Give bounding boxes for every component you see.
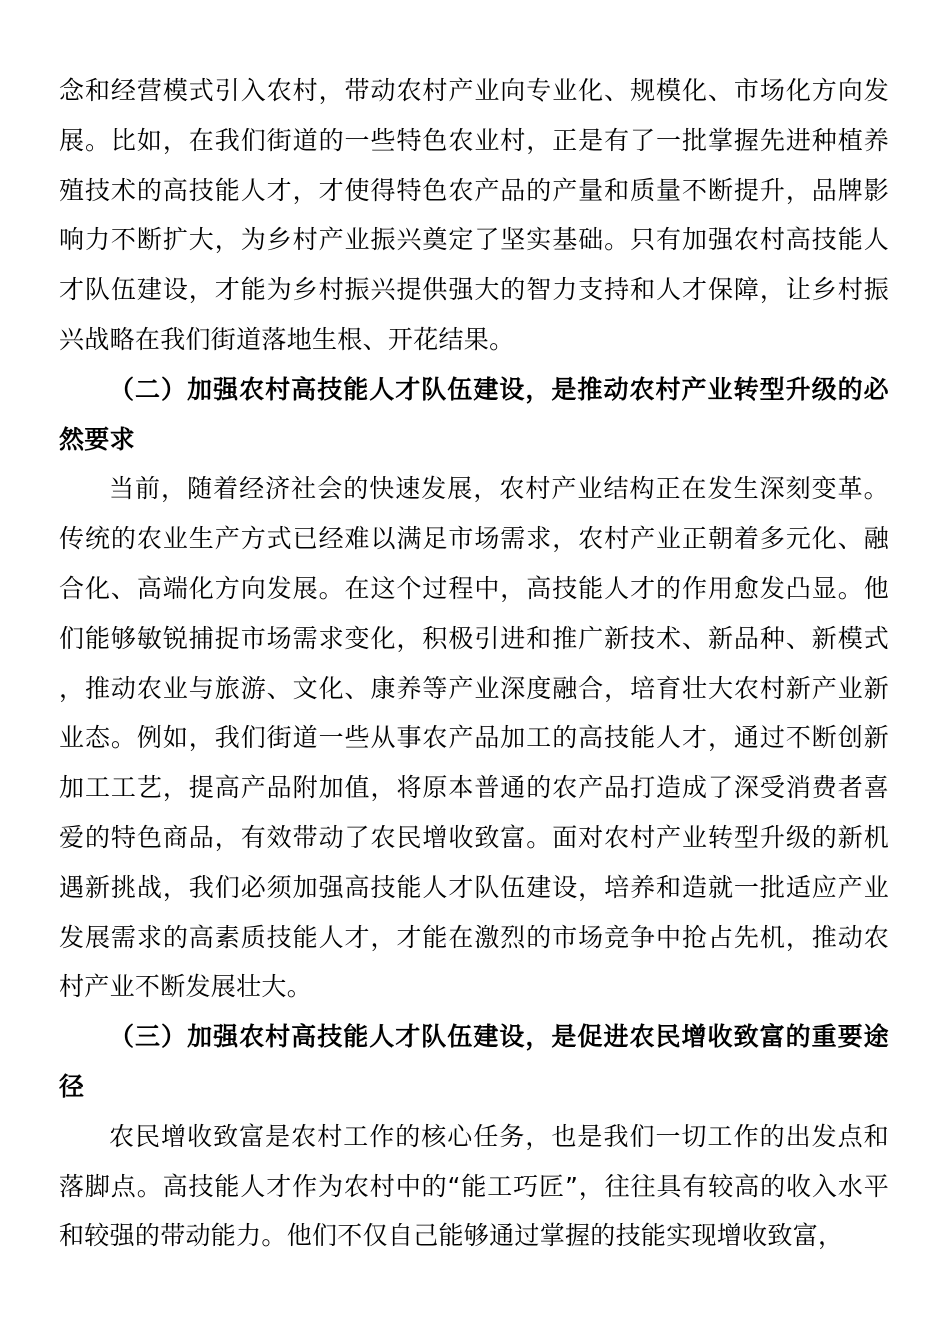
document-body	[59, 66, 889, 1261]
section-heading-3: （三）加强农村高技能人才队伍建设，是促进农民增收致富的重要途径	[59, 1022, 889, 1101]
paragraph-section-2: 当前，随着经济社会的快速发展，农村产业结构正在发生深刻变革。传统的农业生产方式已经难以满足市场需求，农村产业正朝着多元化、融合化、高端化方向发展。在这个过程中，高技能人才的作用愈发凸显。他们能够敏锐捕捉市场需求变化，积极引进和推广新技术、新品种、新模式，推动农业与旅游、文化、康养等产业深度融合，培育壮大农村新产业新业态。例如，我们街道一些从事农产品加工的高技能人才，通过不断创新加工工艺，提高产品附加值，将原本普通的农产品打造成了深受消费者喜爱的特色商品，有效带动了农民增收致富。面对农村产业转型升级的新机遇新挑战，我们必须加强高技能人才队伍建设，培养和造就一批适应产业发展需求的高素质技能人才，才能在激烈的市场竞争中抢占先机，推动农村产业不断发展壮大。	[59, 474, 889, 1002]
paragraph-section-3: 农民增收致富是农村工作的核心任务，也是我们一切工作的出发点和落脚点。高技能人才作为农村中的“能工巧匠”，往往具有较高的收入水平和较强的带动能力。他们不仅自己能够通过掌握的技能实现增收致富，	[59, 1121, 889, 1251]
paragraph-continuation: 念和经营模式引入农村，带动农村产业向专业化、规模化、市场化方向发展。比如，在我们街道的一些特色农业村，正是有了一批掌握先进种植养殖技术的高技能人才，才使得特色农产品的产量和质量不断提升，品牌影响力不断扩大，为乡村产业振兴奠定了坚实基础。只有加强农村高技能人才队伍建设，才能为乡村振兴提供强大的智力支持和人才保障，让乡村振兴战略在我们街道落地生根、开花结果。	[59, 76, 889, 354]
section-heading-2: （二）加强农村高技能人才队伍建设，是推动农村产业转型升级的必然要求	[59, 374, 889, 454]
